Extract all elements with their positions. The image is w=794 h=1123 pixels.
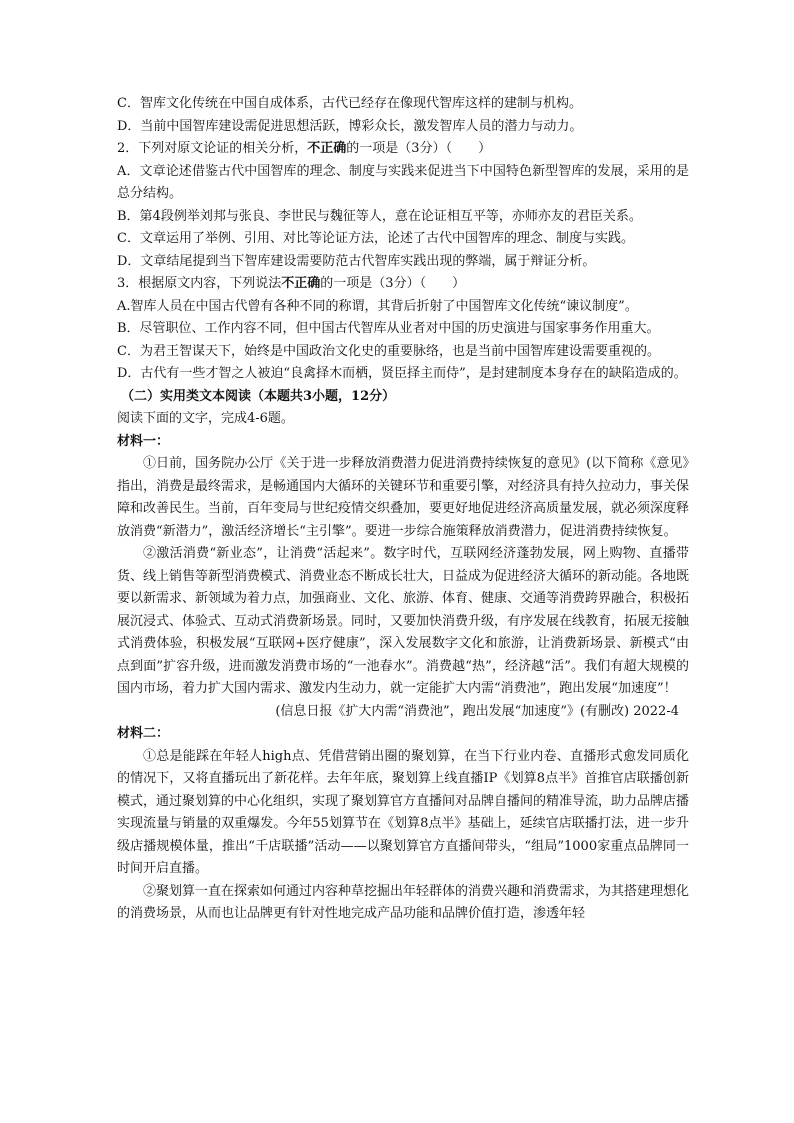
q2-option-d: D．文章结尾提到当下智库建设需要防范古代智库实践出现的弊端，属于辩证分析。 xyxy=(117,253,596,269)
q3-option-d: D．古代有一些才智之人被迫“良禽择木而栖，贤臣择主而侍”，是封建制度本身存在的缺陷造成的。 xyxy=(117,366,687,381)
material-one-paragraph-1: ①日前，国务院办公厅《关于进一步释放消费潜力促进消费持续恢复的意见》(以下简称《意见》指出，消费是最终需求，是畅通国内大循环的关键环节和重要引擎，对经济具有持久拉动力，事关保障和改善民生。当前，百年变局与世纪疫情交织叠加，要更好地促进经济高质量发展，就必须深度释放消费“新潜力”，激活经济增长“主引擎”。要进一步综合施策释放消费潜力，促进消费持续恢复。 xyxy=(117,456,690,539)
material-two-paragraph-2: ②聚划算一直在探索如何通过内容种草挖掘出年轻群体的消费兴趣和消费需求，为其搭建理想化的消费场景，从而也让品牌更有针对性地完成产品功能和品牌价值打造，渗透年轻 xyxy=(117,883,690,921)
q3-stem-emphasis: 不正确 xyxy=(281,276,321,291)
q3-stem-post: 的一项是（3分）（ ） xyxy=(320,276,466,291)
q3-option-c: C．为君王智谋天下，始终是中国政治文化史的重要脉络，也是当前中国智库建设需要重视的。 xyxy=(117,343,660,359)
q2-stem-post: 的一项是（3分）（ ） xyxy=(346,141,492,156)
material-one-paragraph-2: ②激活消费“新业态”，让消费“活起来”。数字时代，互联网经济蓬勃发展，网上购物、直播带货、线上销售等新型消费模式、消费业态不断成长壮大，日益成为促进经济大循环的新动能。各地既要以新需求、新领域为着力点，加强商业、文化、旅游、体育、健康、交通等消费跨界融合，积极拓展沉浸式、体验式、互动式消费新场景。同时，又要加快消费升级，有序发展在线教育，拓展无接触式消费体验，积极发展“互联网+医疗健康”，深入发展数字文化和旅游，让消费新场景、新模式“由点到面”扩容升级，进而激发消费市场的“一池春水”。消费越“热”，经济越“活”。我们有超大规模的国内市场，着力扩大国内需求、激发内生动力，就一定能扩大内需“消费池”，跑出发展“加速度”！ xyxy=(117,546,690,696)
q2-stem xyxy=(117,138,689,161)
q3-stem xyxy=(117,273,689,296)
q3-stem-pre: 3．根据原文内容，下列说法 xyxy=(117,276,282,291)
material-one-source: (信息日报《扩大内需“消费池”，跑出发展“加速度”》(有删改) 2022-4 xyxy=(275,703,679,719)
document-page xyxy=(117,93,689,926)
q1-option-c: C．智库文化传统在中国自成体系，古代已经存在像现代智库这样的建制与机构。 xyxy=(117,96,582,111)
q2-option-a: A．文章论述借鉴古代中国智库的理念、制度与实践来促进当下中国特色新型智库的发展，采用的是总分结构。 xyxy=(117,163,689,201)
q3-option-b: B．尽管职位、工作内容不同，但中国古代智库从业者对中国的历史演进与国家事务作用重大。 xyxy=(117,321,660,336)
material-two-paragraph-1: ①总是能踩在年轻人high点、凭借营销出圈的聚划算，在当下行业内卷、直播形式愈发同质化的情况下，又将直播玩出了新花样。去年年底，聚划算上线直播IP《划算8点半》首推官店联播创新模式，通过聚划算的中心化组织，实现了聚划算官方直播间对品牌自播间的精准导流，助力品牌店播实现流量与销量的双重爆发。今年55划算节在《划算8点半》基础上，延续官店联播打法，进一步升级店播规模体量，推出“千店联播”活动——以聚划算官方直播间带头，“组局”1000家重点品牌同一时间开启直播。 xyxy=(117,748,690,876)
q2-stem-pre: 2．下列对原文论证的相关分析， xyxy=(117,141,308,156)
section-instruction: 阅读下面的文字，完成4-6题。 xyxy=(117,411,294,426)
q2-option-b: B．第4段例举刘邦与张良、李世民与魏征等人，意在论证相互平等，亦师亦友的君臣关系。 xyxy=(117,208,642,224)
q3-option-a: A.智库人员在中国古代曾有各种不同的称谓，其背后折射了中国智库文化传统“谏议制度”。 xyxy=(117,298,638,314)
section-heading: （二）实用类文本阅读（本题共3小题，12分） xyxy=(121,388,396,404)
material-two-label: 材料二： xyxy=(117,726,170,741)
q2-option-c: C．文章运用了举例、引用、对比等论证方法，论述了古代中国智库的理念、制度与实践。 xyxy=(117,231,634,246)
q2-stem-emphasis: 不正确 xyxy=(307,141,347,156)
q1-option-d: D．当前中国智库建设需促进思想活跃，博彩众长，激发智库人员的潜力与动力。 xyxy=(117,118,583,134)
material-one-label: 材料一： xyxy=(117,433,170,449)
